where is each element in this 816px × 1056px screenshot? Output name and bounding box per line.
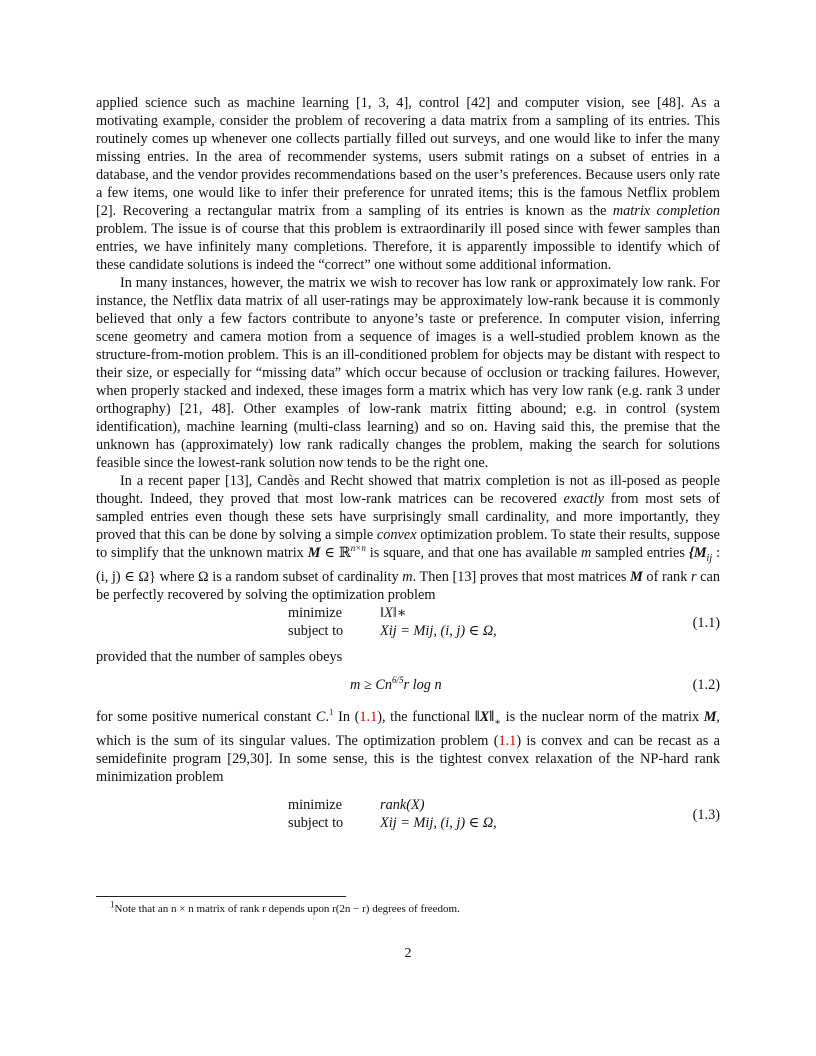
equation-ref-link[interactable]: 1.1 [359, 708, 378, 725]
paragraph-3: In a recent paper [13], Candès and Recht showed that matrix completion is not as ill-posed as people thought. Indeed, they proved that most low-rank matrices can be recovered exactly from most sets of sampled entries even though these sets have surprisingly small cardinality, and more importantly, they proved that this can be done by solving a simple convex optimization problem. To state their results, suppose to simplify that the unknown matrix M ∈ ℝ$^{n\times n}$ is square, and that one has available m sampled entries {$M_{ij}$ : (i, j) ∈ Ω} where Ω is a random subset of cardinality m. Then [13] proves that most matrices M of rank r can be perfectly recovered by solving the optimization problem [96, 473, 720, 603]
math-M: M [307, 545, 321, 561]
emphasis-matrix-completion: matrix completion [612, 203, 720, 219]
footnote-rule [96, 896, 346, 897]
paragraph-2: In many instances, however, the matrix we wish to recover has low rank or approximately low rank. For instance, the Netflix data matrix of all user-ratings may be approximately low-rank because it is commonly believed that only a few factors contribute to anyone’s taste or preference. In computer vision, inferring scene geometry and camera motion from a sequence of images is a well-studied problem known as the structure-from-motion problem. This is an ill-conditioned problem for objects may be distant with respect to their size, or especially for “missing data” which occur because of occlusion or tracking failures. However, when properly stacked and indexed, these images form a matrix which has very low rank (e.g. rank 3 under orthography) [21, 48]. Other examples of low-rank matrix fitting abound; e.g. in control (system identification), machine learning (multi-class learning) and so on. Having said this, the premise that the unknown has (approximately) low rank radically changes the problem, making the search for solutions feasible since the lowest-rank solution now tends to be the right one. [96, 275, 720, 471]
footnote-mark[interactable]: 1 [329, 707, 334, 718]
emphasis-exactly: exactly [563, 491, 604, 507]
paragraph-1: applied science such as machine learning [1, 3, 4], control [42] and computer vision, see [48]. As a motivating example, consider the problem of recovering a data matrix from a sampling of its entries. This routinely comes up whenever one collects partially filled out surveys, and one would like to infer the many missing entries. In the area of recommender systems, users submit ratings on a subset of entries in a database, and the vendor provides recommendations based on the user’s preferences. Because users only rate a few items, one would like to infer their preference for unrated items; this is the famous Netflix problem [2]. Recovering a rectangular matrix from a sampling of its entries is known as the matrix completion problem. The issue is of course that this problem is extraordinarily ill posed since with fewer samples than entries, we have infinitely many completions. Therefore, it is apparently impossible to identify which of these candidate solutions is indeed the “correct” one without some additional information. [96, 95, 720, 273]
equation-number: (1.3) [692, 806, 720, 823]
page-number: 2 [404, 946, 412, 961]
paragraph-5: for some positive numerical constant C.$^1$ In (1.1), the functional $‖X‖_∗$ is the nuclear norm of the matrix M, which is the sum of its singular values. The optimization problem (1.1) is convex and can be recast as a semidefinite program [29,30]. In some sense, this is the tightest convex relaxation of the NP-hard rank minimization problem [96, 707, 720, 785]
equation-1-2: $m \ge Cn^{6/5}r$ log n (1.2) [350, 675, 720, 693]
math-dim: ∈ ℝ [324, 545, 351, 561]
footnote: $^1$Note that an n × n matrix of rank r depends upon r(2n − r) degrees of freedom. [110, 899, 460, 915]
equation-1-1: minimize ‖X‖∗ subject to Xij = Mij, (i, j) ∈ Ω, (1.1) [288, 604, 720, 639]
equation-ref-link[interactable]: 1.1 [498, 732, 517, 749]
math-sample-set: {$M_{ij}$ : (i, j) ∈ Ω} [96, 545, 720, 585]
paragraph-4: provided that the number of samples obeys [96, 648, 343, 665]
equation-number: (1.2) [692, 676, 720, 693]
emphasis-convex: convex [376, 527, 417, 543]
equation-number: (1.1) [692, 614, 720, 631]
paper-body [96, 94, 720, 834]
equation-1-3: minimize rank(X) subject to Xij = Mij, (i, j) ∈ Ω, (1.3) [288, 796, 720, 831]
